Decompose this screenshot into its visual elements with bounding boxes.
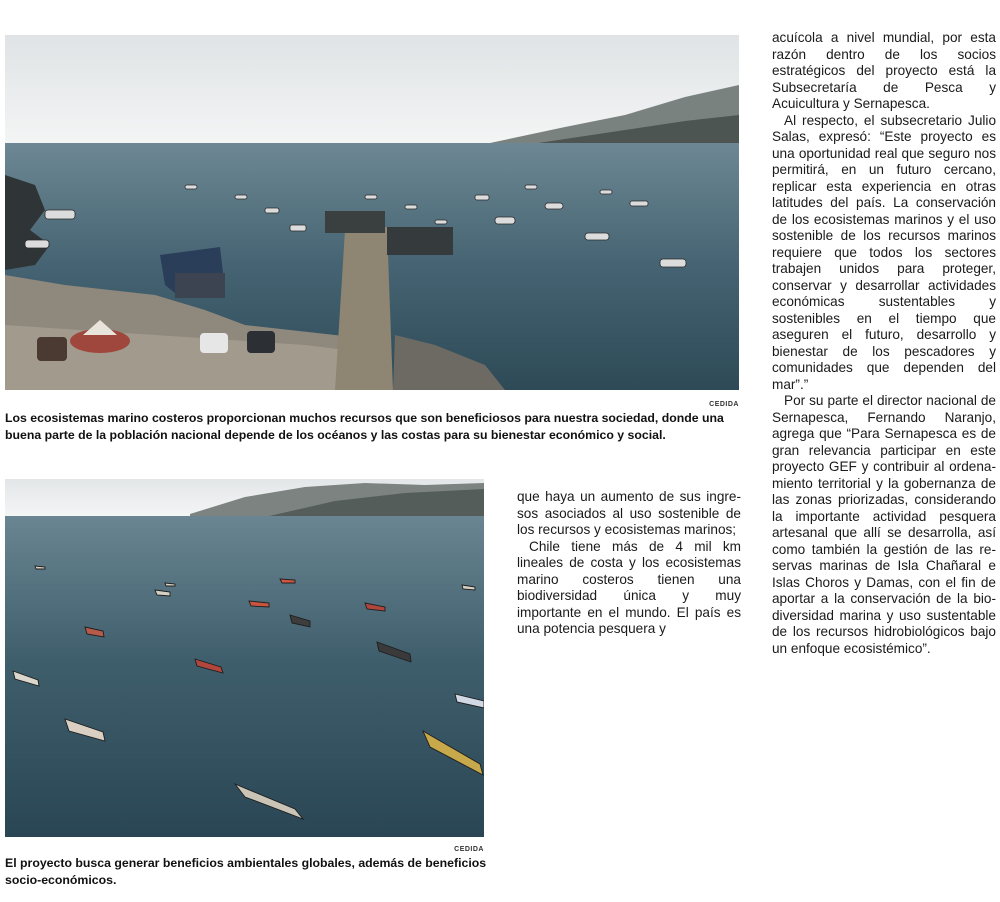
article-paragraph: Al respecto, el subsecretario Julio Salas, expresó: “Este proyecto es una oportunidad real que seguro nos permitirá, en un futuro cercano, replicar esta experiencia en otras latitudes del país. La conservación de los ecosistemas marinos y el uso sostenible de los recursos marinos requiere que todos los sectores trabajen unidos para proteger, conservar y desarrollar actividades económicas sustentables y sostenibles en el tiempo que aseguren el futuro, desarrollo y bienestar de los pescadores y comunidades que dependen del mar”.” [772, 112, 996, 392]
photo-credit-bottom: CEDIDA [454, 846, 484, 853]
article-column-middle [517, 489, 741, 638]
photo-fishing-boats [5, 479, 484, 837]
article-column-right [772, 30, 996, 657]
photo-pier-bay [5, 35, 739, 390]
article-paragraph: Por su parte el director nacional de Sernapesca, Fernando Naranjo, agrega que “Para Sernapesca es de gran relevancia participar en este proyecto GEF y contribuir al ordenamiento territorial y la gobernanza de las zonas priorizadas, considerando la importante actividad pesquera artesanal que allí se desarrolla, así como también la gestión de las reservas marinas de Isla Chañaral e Islas Choros y Damas, con el fin de aportar a la conservación de la biodiversidad marina y uso sustentable de los recursos hidrobiológicos bajo un enfoque ecosistémico”. [772, 393, 996, 656]
photo-caption-bottom: El proyecto busca generar beneficios ambientales globales, además de beneficios socio-económicos. [5, 856, 487, 887]
pier-bay-image [5, 35, 739, 390]
article-paragraph: que haya un aumento de sus ingresos asociados al uso sostenible de los recursos y ecosistemas marinos; [517, 489, 741, 537]
photo-credit-top: CEDIDA [709, 401, 739, 408]
article-paragraph: Chile tiene más de 4 mil km lineales de costa y los ecosistemas marino costeros tienen una biodiversidad única y muy importante en el mundo. El país es una potencia pesquera y [517, 538, 741, 636]
photo-caption-top: Los ecosistemas marino costeros proporcionan muchos recursos que son beneficiosos para nuestra sociedad, donde una buena parte de la población nacional depende de los océanos y las costas para su bienestar económico y social. [5, 411, 724, 442]
fishing-boats-image [5, 479, 484, 837]
article-paragraph: acuícola a nivel mundial, por esta razón dentro de los socios estratégicos del proyecto está la Subsecretaría de Pesca y Acuicultura y Sernapesca. [772, 30, 996, 111]
